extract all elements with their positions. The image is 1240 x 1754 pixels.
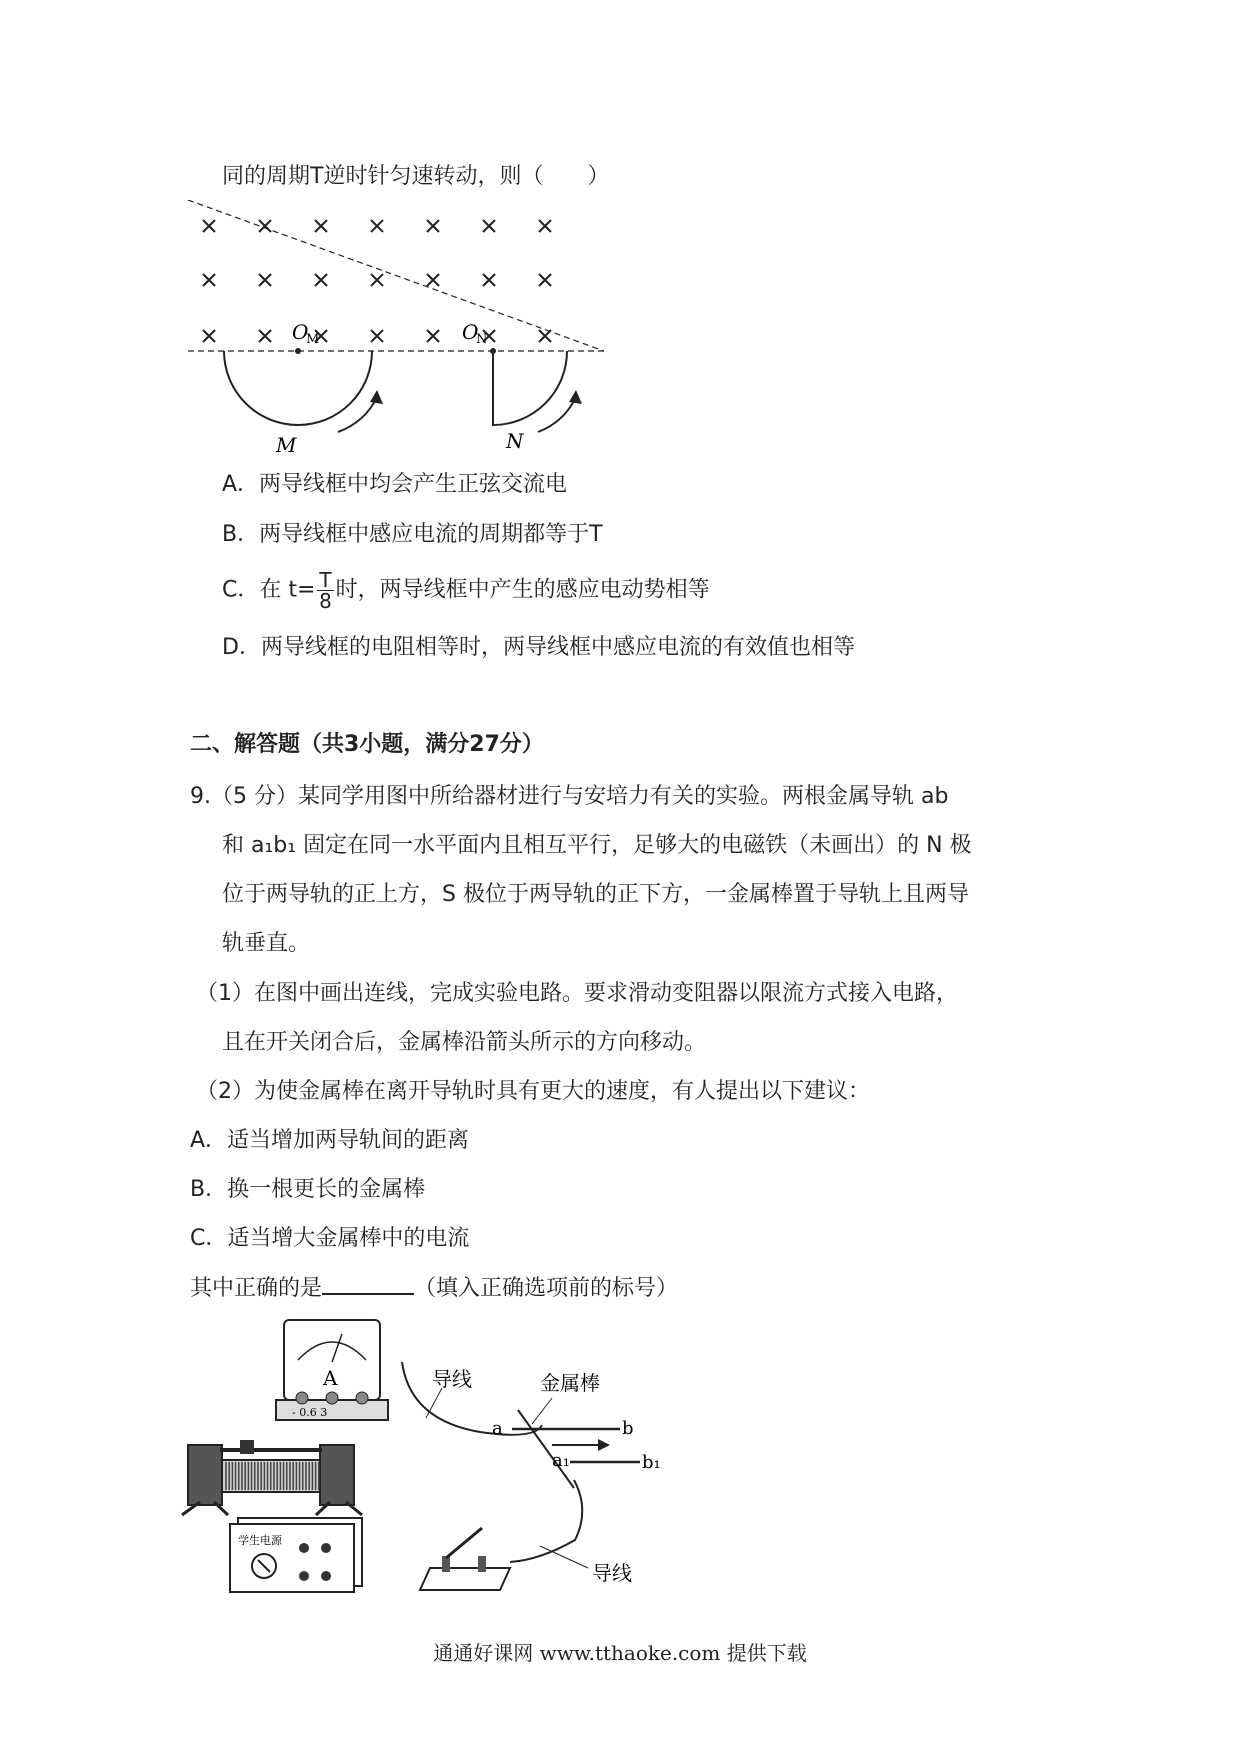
label-n: N bbox=[506, 429, 524, 453]
rheostat-icon bbox=[182, 1440, 362, 1515]
label-a: a bbox=[492, 1418, 503, 1439]
wire-label-leader bbox=[426, 1388, 442, 1418]
section-title: 二、解答题（共3小题，满分27分） bbox=[190, 732, 544, 757]
footer-text: 通通好课网 www.tthaoke.com 提供下载 bbox=[433, 1641, 807, 1665]
svg-text:- 0.6 3: - 0.6 3 bbox=[292, 1406, 328, 1419]
q9-line-4: 轨垂直。 bbox=[222, 931, 311, 956]
answer-blank[interactable] bbox=[322, 1273, 414, 1295]
q9-sub1-line-2: 且在开关闭合后，金属棒沿箭头所示的方向移动。 bbox=[222, 1030, 707, 1055]
fraction-t-over-8: $\frac{T}{8}$ bbox=[319, 568, 332, 613]
label-a1: a₁ bbox=[552, 1450, 570, 1471]
semicircle-loop-m bbox=[224, 351, 372, 425]
label-m: M bbox=[276, 433, 297, 457]
ammeter-icon bbox=[276, 1320, 388, 1420]
label-on: O bbox=[462, 320, 479, 344]
svg-text:M: M bbox=[306, 332, 320, 347]
q9-sub2: （2）为使金属棒在离开导轨时具有更大的速度，有人提出以下建议： bbox=[196, 1079, 870, 1104]
power-supply-icon bbox=[230, 1518, 362, 1592]
wire-bottom bbox=[510, 1480, 582, 1562]
pivot-on bbox=[490, 348, 496, 354]
option-c: C．在 t= $\frac{T}{8}$ 时，两导线框中产生的感应电动势相等 bbox=[222, 568, 710, 613]
q9-option-a: A．适当增加两导轨间的距离 bbox=[190, 1128, 470, 1153]
apparatus-figure bbox=[180, 1310, 780, 1610]
option-b: B．两导线框中感应电流的周期都等于T bbox=[222, 522, 603, 547]
label-metal-rod: 金属棒 bbox=[540, 1371, 600, 1395]
option-d: D．两导线框的电阻相等时，两导线框中感应电流的有效值也相等 bbox=[222, 635, 855, 660]
svg-text:学生电源: 学生电源 bbox=[238, 1534, 282, 1547]
pivot-om bbox=[295, 348, 301, 354]
label-b1: b₁ bbox=[642, 1452, 661, 1473]
switch-icon bbox=[420, 1528, 510, 1590]
quarter-loop-n bbox=[493, 351, 567, 425]
svg-text:N: N bbox=[476, 332, 488, 347]
label-wire-bottom: 导线 bbox=[592, 1561, 632, 1585]
metal-rod bbox=[518, 1410, 574, 1488]
q9-line-2: 和 a₁b₁ 固定在同一水平面内且相互平行，足够大的电磁铁（未画出）的 N 极 bbox=[222, 833, 972, 858]
q9-line-3: 位于两导轨的正上方，S 极位于两导轨的正下方，一金属棒置于导轨上且两导 bbox=[222, 882, 969, 907]
q9-line-1: 9.（5 分）某同学用图中所给器材进行与安培力有关的实验。两根金属导轨 ab bbox=[190, 784, 949, 809]
option-a: A．两导线框中均会产生正弦交流电 bbox=[222, 472, 568, 497]
q9-sub1-line-1: （1）在图中画出连线，完成实验电路。要求滑动变阻器以限流方式接入电路， bbox=[196, 981, 958, 1006]
label-b: b bbox=[622, 1418, 634, 1439]
label-wire-top: 导线 bbox=[432, 1367, 472, 1391]
rotation-arrow-n bbox=[538, 397, 576, 432]
rotation-arrow-m bbox=[338, 397, 377, 432]
wire-top bbox=[402, 1362, 542, 1435]
svg-text:A: A bbox=[323, 1366, 338, 1390]
q9-option-b: B．换一根更长的金属棒 bbox=[190, 1177, 426, 1202]
q9-option-c: C．适当增大金属棒中的电流 bbox=[190, 1226, 470, 1251]
label-om: O bbox=[292, 320, 309, 344]
magnetic-field-figure bbox=[180, 200, 620, 460]
field-cross-marks bbox=[203, 220, 551, 342]
q9-answer-line: 其中正确的是 （填入正确选项前的标号） bbox=[190, 1273, 678, 1304]
question-continuation: 同的周期T逆时针匀速转动，则（ ） bbox=[222, 164, 610, 189]
